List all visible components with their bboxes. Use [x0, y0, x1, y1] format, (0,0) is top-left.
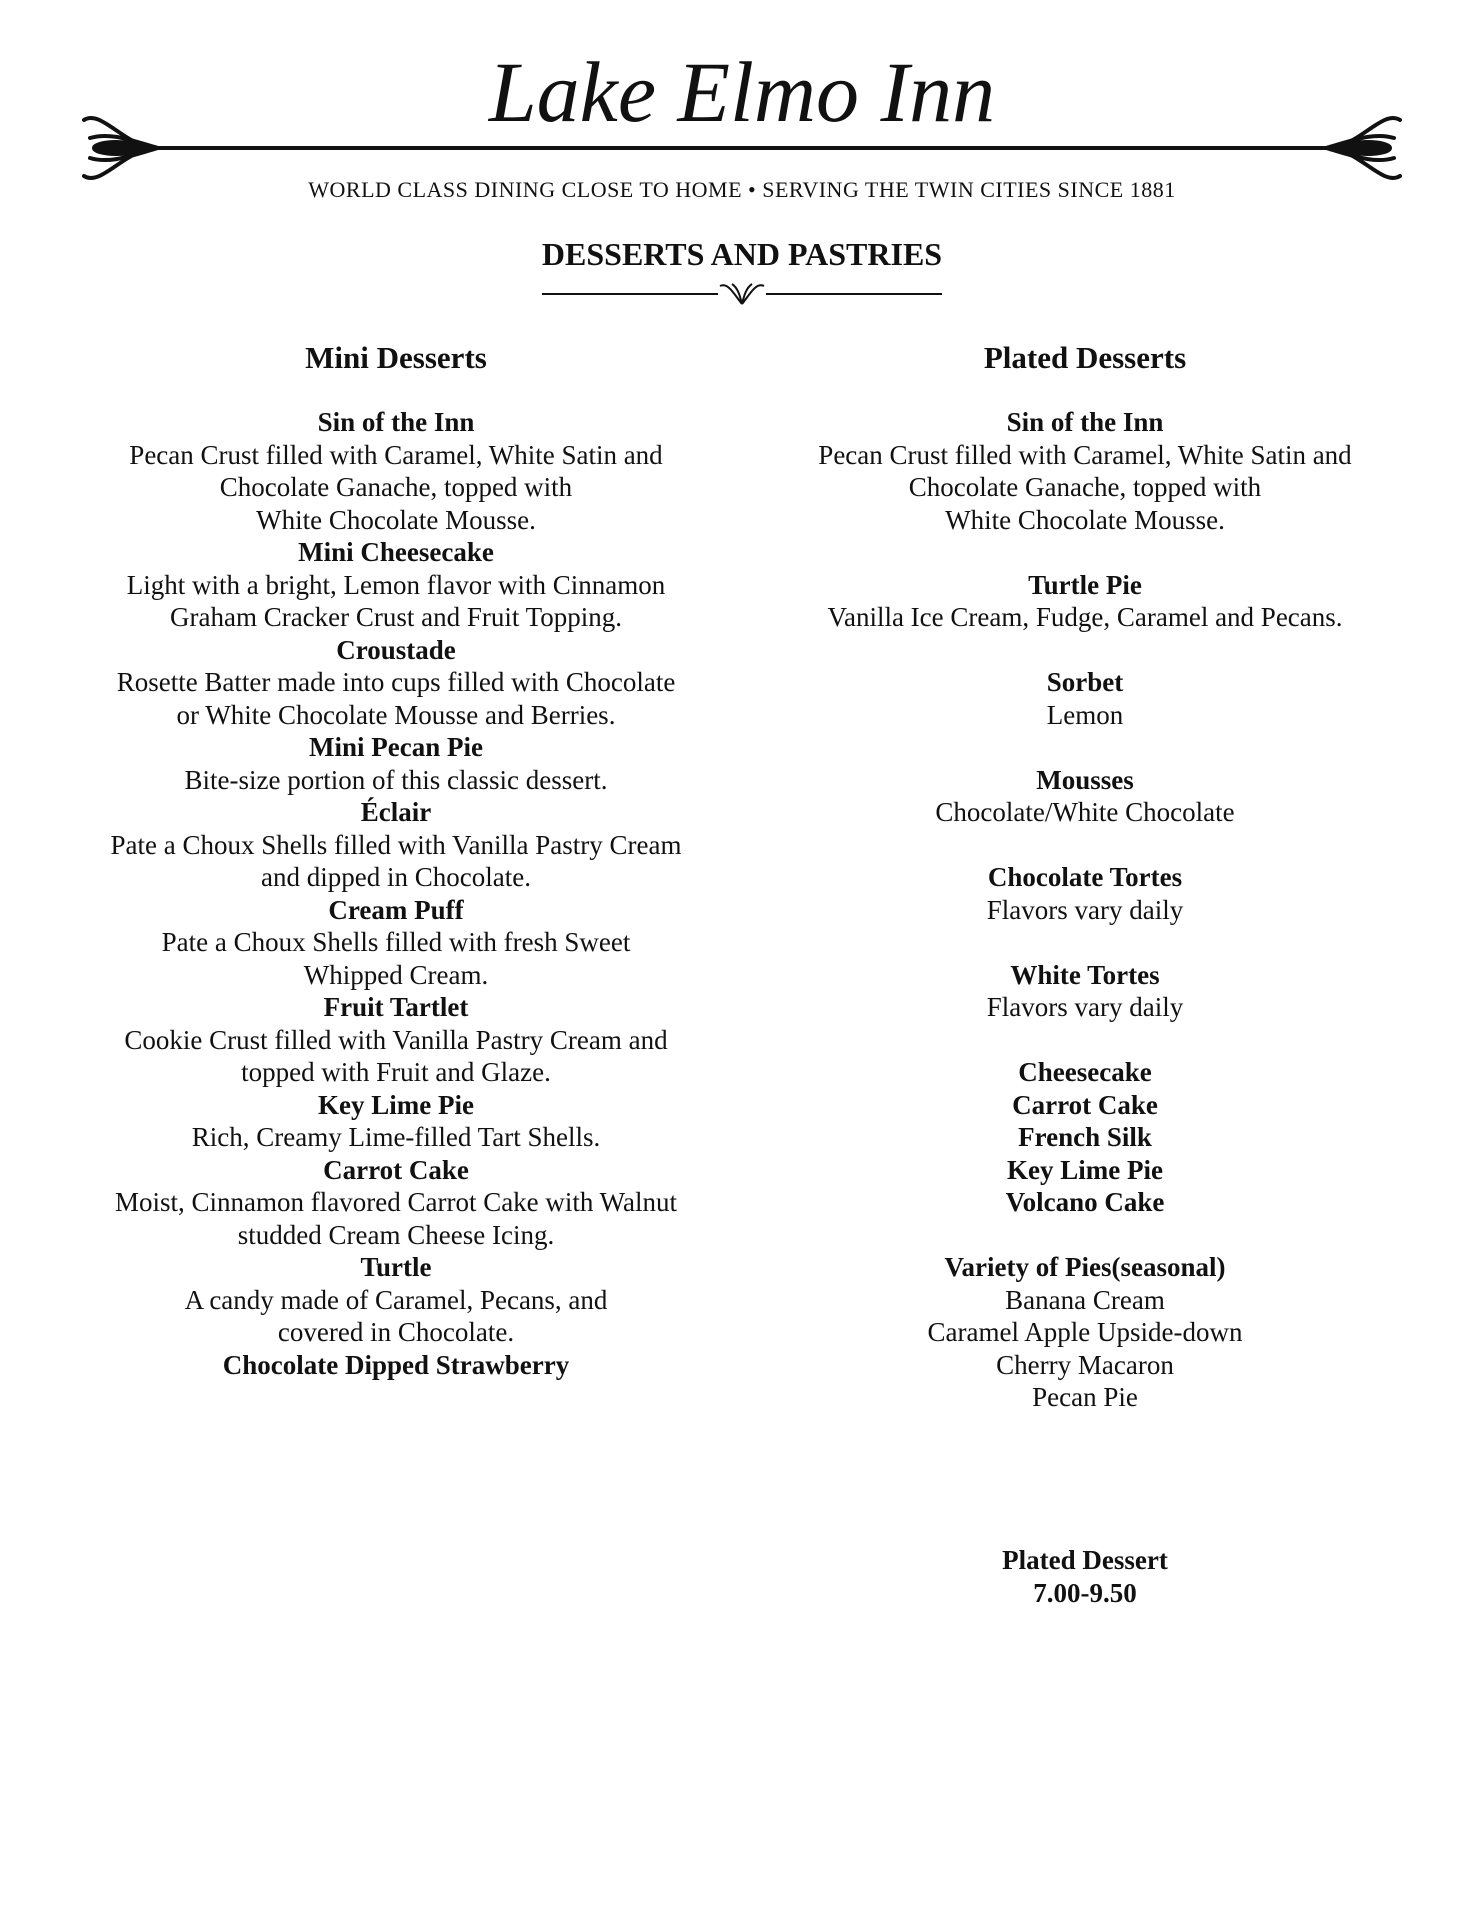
mini-desserts-title: Mini Desserts [305, 340, 487, 375]
item-name: Turtle Pie [1028, 569, 1142, 600]
pies-list [735, 1251, 1435, 1414]
restaurant-title: Lake Elmo Inn [488, 44, 996, 140]
menu-item [46, 894, 746, 992]
item-name: Mini Cheesecake [298, 537, 494, 567]
left-flourish-icon [84, 118, 158, 178]
menu-item [46, 406, 746, 536]
plated-price [735, 1544, 1435, 1609]
item-description: Vanilla Ice Cream, Fudge, Caramel and Pecans. [827, 602, 1343, 632]
pie-flavor: Banana Cream [1005, 1284, 1165, 1315]
item-description: Moist, Cinnamon flavored Carrot Cake with Walnut studded Cream Cheese Icing. [115, 1187, 677, 1250]
menu-item [735, 861, 1435, 926]
item-name: Variety of Pies(seasonal) [944, 1252, 1226, 1282]
ornament-icon [720, 284, 764, 304]
menu-item [46, 1089, 746, 1154]
menu-item [46, 1349, 746, 1382]
item-name: French Silk [1018, 1122, 1152, 1152]
item-name: Cream Puff [328, 894, 464, 925]
pie-flavor: Cherry Macaron [996, 1349, 1174, 1380]
item-name: Sin of the Inn [1006, 407, 1164, 437]
item-description: Lemon [1046, 699, 1124, 730]
price-value: 7.00-9.50 [1033, 1577, 1137, 1608]
menu-item [46, 796, 746, 894]
menu-item [46, 991, 746, 1089]
item-name: Chocolate Dipped Strawberry [222, 1349, 570, 1380]
item-name: Carrot Cake [1012, 1089, 1158, 1120]
menu-item [735, 764, 1435, 829]
item-description: Cookie Crust filled with Vanilla Pastry Cream and topped with Fruit and Glaze. [124, 1024, 668, 1087]
heading-divider [542, 280, 942, 310]
price-label: Plated Dessert [1002, 1545, 1168, 1575]
cake-list [735, 1056, 1435, 1219]
pie-flavor: Pecan Pie [1032, 1382, 1138, 1412]
item-description: Rich, Creamy Lime-filled Tart Shells. [191, 1122, 601, 1152]
item-name: Sorbet [1046, 667, 1124, 697]
tagline: WORLD CLASS DINING CLOSE TO HOME • SERVING THE TWIN CITIES SINCE 1881 [308, 177, 1176, 202]
right-flourish-icon [1326, 118, 1400, 178]
item-name: Turtle [360, 1252, 432, 1282]
mini-desserts-column [46, 338, 746, 1381]
menu-item [735, 666, 1435, 731]
item-description: Pecan Crust filled with Caramel, White Satin and Chocolate Ganache, topped with White Chocolate Mousse. [818, 439, 1352, 535]
item-name: Mousses [1036, 764, 1134, 795]
item-description: Pate a Choux Shells filled with Vanilla Pastry Cream and dipped in Chocolate. [110, 829, 682, 892]
item-description: Pate a Choux Shells filled with fresh Sweet Whipped Cream. [161, 927, 631, 990]
item-name: Cheesecake [1018, 1057, 1152, 1087]
menu-item [46, 1251, 746, 1349]
item-description: Flavors vary daily [986, 992, 1184, 1022]
item-name: Éclair [360, 797, 432, 827]
menu-item [735, 959, 1435, 1024]
item-name: Volcano Cake [1005, 1187, 1165, 1217]
item-name: Mini Pecan Pie [309, 732, 483, 762]
item-name: Sin of the Inn [317, 407, 475, 437]
menu-item [46, 1154, 746, 1252]
item-name: Chocolate Tortes [987, 862, 1183, 892]
item-name: Fruit Tartlet [323, 992, 469, 1022]
item-description: Flavors vary daily [986, 894, 1184, 925]
menu-item [735, 406, 1435, 536]
item-name: White Tortes [1010, 959, 1160, 990]
item-name: Croustade [336, 634, 456, 665]
item-description: A candy made of Caramel, Pecans, and covered in Chocolate. [184, 1284, 608, 1347]
menu-item [46, 536, 746, 634]
plated-desserts-column [735, 338, 1435, 1414]
item-description: Pecan Crust filled with Caramel, White Satin and Chocolate Ganache, topped with White Chocolate Mousse. [129, 439, 663, 535]
item-name: Key Lime Pie [1007, 1154, 1163, 1185]
plated-desserts-title: Plated Desserts [983, 340, 1187, 375]
pie-flavor: Caramel Apple Upside-down [927, 1317, 1243, 1347]
item-name: Key Lime Pie [318, 1089, 474, 1120]
item-name: Carrot Cake [323, 1154, 469, 1185]
menu-item [46, 731, 746, 796]
menu-item [46, 634, 746, 732]
menu-item [735, 569, 1435, 634]
item-description: Chocolate/White Chocolate [935, 797, 1235, 827]
item-description: Light with a bright, Lemon flavor with Cinnamon Graham Cracker Crust and Fruit Topping. [126, 569, 666, 632]
item-description: Bite-size portion of this classic dessert. [184, 764, 608, 795]
section-heading: DESSERTS AND PASTRIES [541, 236, 943, 272]
item-description: Rosette Batter made into cups filled with Chocolate or White Chocolate Mousse and Berries. [116, 667, 676, 730]
